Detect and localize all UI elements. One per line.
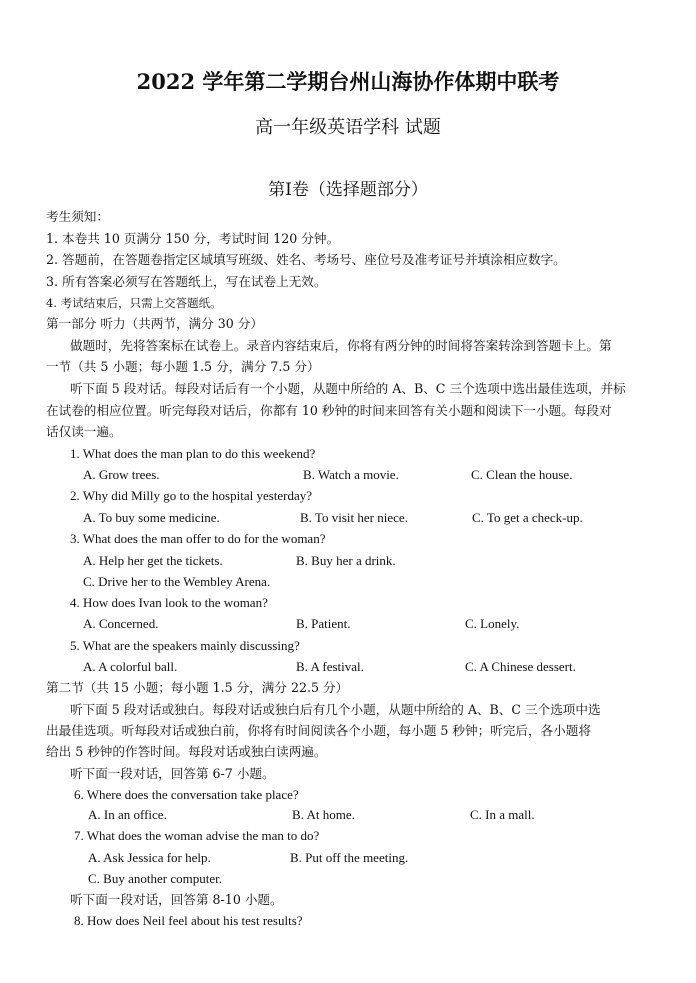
- section1-instructions: 听下面 5 段对话。每段对话后有一个小题，从题中所给的 A、B、C 三个选项中选出最佳选项，并标: [70, 381, 626, 396]
- option-c: C. Lonely.: [465, 616, 520, 631]
- question-text: 5. What are the speakers mainly discussing?: [70, 638, 300, 653]
- option-a: A. Grow trees.: [83, 467, 160, 482]
- section1-heading: 一节（共 5 小题；每小题 1.5 分，满分 7.5 分）: [46, 359, 320, 374]
- dialog-instruction: 听下面一段对话，回答第 6-7 小题。: [70, 766, 275, 781]
- option-c: C. Clean the house.: [471, 467, 573, 482]
- notice-item: 3. 所有答案必须写在答题纸上，写在试卷上无效。: [46, 274, 327, 289]
- question-text: 7. What does the woman advise the man to do?: [74, 828, 320, 843]
- option-a: A. To buy some medicine.: [83, 510, 220, 525]
- notice-item: 4. 考试结束后，只需上交答题纸。: [46, 296, 222, 310]
- option-a: A. Help her get the tickets.: [83, 553, 223, 568]
- notice-heading: 考生须知：: [46, 209, 109, 224]
- question-text: 4. How does Ivan look to the woman?: [70, 595, 268, 610]
- option-a: A. Concerned.: [83, 616, 159, 631]
- option-c: C. In a mall.: [470, 807, 535, 822]
- question-text: 1. What does the man plan to do this weekend?: [70, 446, 316, 461]
- part1-intro: 做题时，先将答案标在试卷上。录音内容结束后，你将有两分钟的时间将答案转涂到答题卡上。第: [70, 338, 612, 353]
- volume-heading: 第Ⅰ卷（选择题部分）: [268, 180, 428, 200]
- section2-instructions: 给出 5 秒钟的作答时间。每段对话或独白读两遍。: [46, 744, 327, 759]
- part1-heading: 第一部分 听力（共两节，满分 30 分）: [46, 316, 263, 331]
- question-text: 6. Where does the conversation take place?: [74, 787, 299, 802]
- notice-item: 1. 本卷共 10 页满分 150 分，考试时间 120 分钟。: [46, 231, 340, 246]
- option-a: A. Ask Jessica for help.: [88, 850, 211, 865]
- section1-instructions: 在试卷的相应位置。听完每段对话后，你都有 10 秒钟的时间来回答有关小题和阅读下一小题。每段对: [46, 403, 612, 418]
- question-text: 3. What does the man offer to do for the woman?: [70, 531, 326, 546]
- option-c: C. Drive her to the Wembley Arena.: [83, 574, 271, 589]
- section1-instructions: 话仅读一遍。: [46, 424, 122, 439]
- option-c: C. To get a check-up.: [472, 510, 583, 525]
- option-b: B. A festival.: [296, 659, 364, 674]
- question-text: 2. Why did Milly go to the hospital yesterday?: [70, 488, 313, 503]
- exam-title: 2022 学年第二学期台州山海协作体期中联考: [136, 69, 560, 94]
- option-b: B. Patient.: [296, 616, 351, 631]
- option-b: B. At home.: [292, 807, 355, 822]
- option-b: B. To visit her niece.: [300, 510, 408, 525]
- option-b: B. Watch a movie.: [303, 467, 399, 482]
- option-c: C. Buy another computer.: [88, 871, 222, 886]
- section2-instructions: 听下面 5 段对话或独白。每段对话或独白后有几个小题，从题中所给的 A、B、C 三个选项中选: [70, 702, 601, 717]
- section2-instructions: 出最佳选项。听每段对话或独白前，你将有时间阅读各个小题，每小题 5 秒钟；听完后，各小题将: [46, 723, 591, 738]
- option-a: A. A colorful ball.: [83, 659, 178, 674]
- option-b: B. Put off the meeting.: [290, 850, 409, 865]
- question-text: 8. How does Neil feel about his test results?: [74, 913, 303, 928]
- notice-item: 2. 答题前，在答题卷指定区域填写班级、姓名、考场号、座位号及准考证号并填涂相应数字。: [46, 252, 566, 267]
- option-a: A. In an office.: [88, 807, 167, 822]
- option-b: B. Buy her a drink.: [296, 553, 396, 568]
- dialog-instruction: 听下面一段对话，回答第 8-10 小题。: [70, 892, 283, 907]
- exam-subtitle: 高一年级英语学科 试题: [255, 117, 441, 138]
- option-c: C. A Chinese dessert.: [465, 659, 576, 674]
- section2-heading: 第二节（共 15 小题；每小题 1.5 分，满分 22.5 分）: [46, 680, 349, 695]
